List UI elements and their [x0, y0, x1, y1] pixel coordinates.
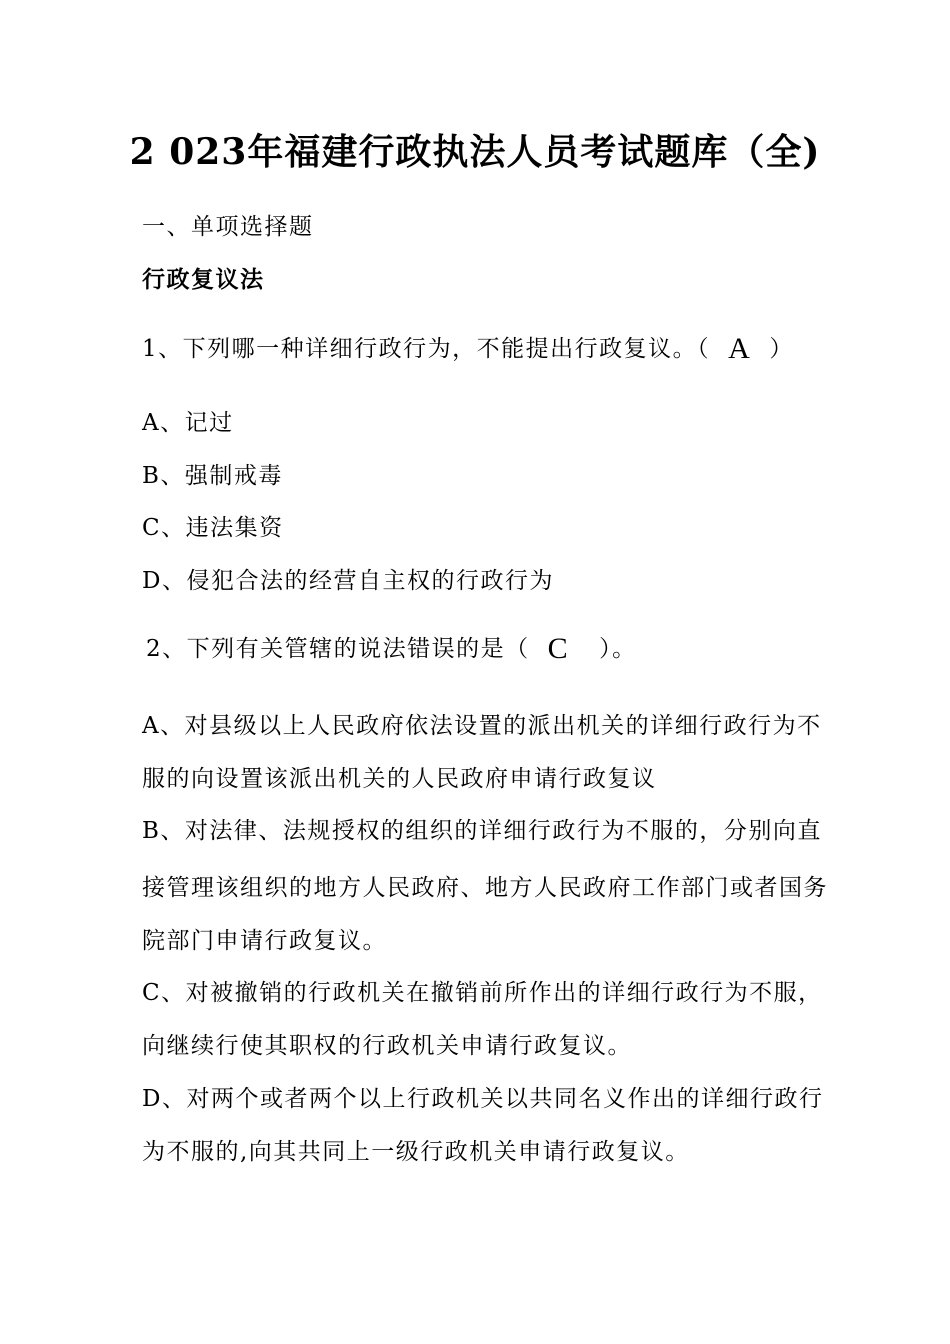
question-2-close: ）。	[599, 636, 637, 662]
question-2-text: 2、下列有关管辖的说法错误的是（	[146, 636, 530, 662]
question-1-close: ）	[769, 336, 794, 362]
page-title: 2 023年福建行政执法人员考试题库（全)	[129, 131, 821, 173]
question-2-option-b-line-3: 院部门申请行政复议。	[142, 928, 387, 954]
question-1-stem	[142, 333, 794, 365]
question-2-option-a-line-1: A、对县级以上人民政府依法设置的派出机关的详细行政行为不	[142, 713, 822, 739]
question-2-option-c-line-2: 向继续行使其职权的行政机关申请行政复议。	[142, 1033, 632, 1059]
question-1-text: 1、下列哪一种详细行政行为，不能提出行政复议。（	[142, 336, 711, 362]
question-2-option-c-line-1: C、对被撤销的行政机关在撤销前所作出的详细行政行为不服，	[142, 980, 823, 1006]
question-1-option-b: B、强制戒毒	[142, 463, 283, 489]
question-2-answer: C	[547, 632, 570, 665]
question-1-answer: A	[728, 332, 752, 365]
section-heading: 一、单项选择题	[142, 214, 314, 240]
question-2-option-b-line-2: 接管理该组织的地方人民政府、地方人民政府工作部门或者国务	[142, 875, 828, 901]
question-1-option-a: A、记过	[142, 410, 234, 436]
question-1-option-d: D、侵犯合法的经营自主权的行政行为	[142, 568, 554, 594]
question-2-option-a-line-2: 服的向设置该派出机关的人民政府申请行政复议	[142, 766, 657, 792]
subsection-heading: 行政复议法	[142, 266, 265, 293]
question-2-option-b-line-1: B、对法律、法规授权的组织的详细行政行为不服的，分别向直	[142, 818, 822, 844]
question-1-option-c: C、违法集资	[142, 515, 284, 541]
question-2-option-d-line-2: 为不服的,向其共同上一级行政机关申请行政复议。	[142, 1139, 690, 1165]
question-2-stem	[146, 633, 637, 665]
question-2-option-d-line-1: D、对两个或者两个以上行政机关以共同名义作出的详细行政行	[142, 1086, 824, 1112]
